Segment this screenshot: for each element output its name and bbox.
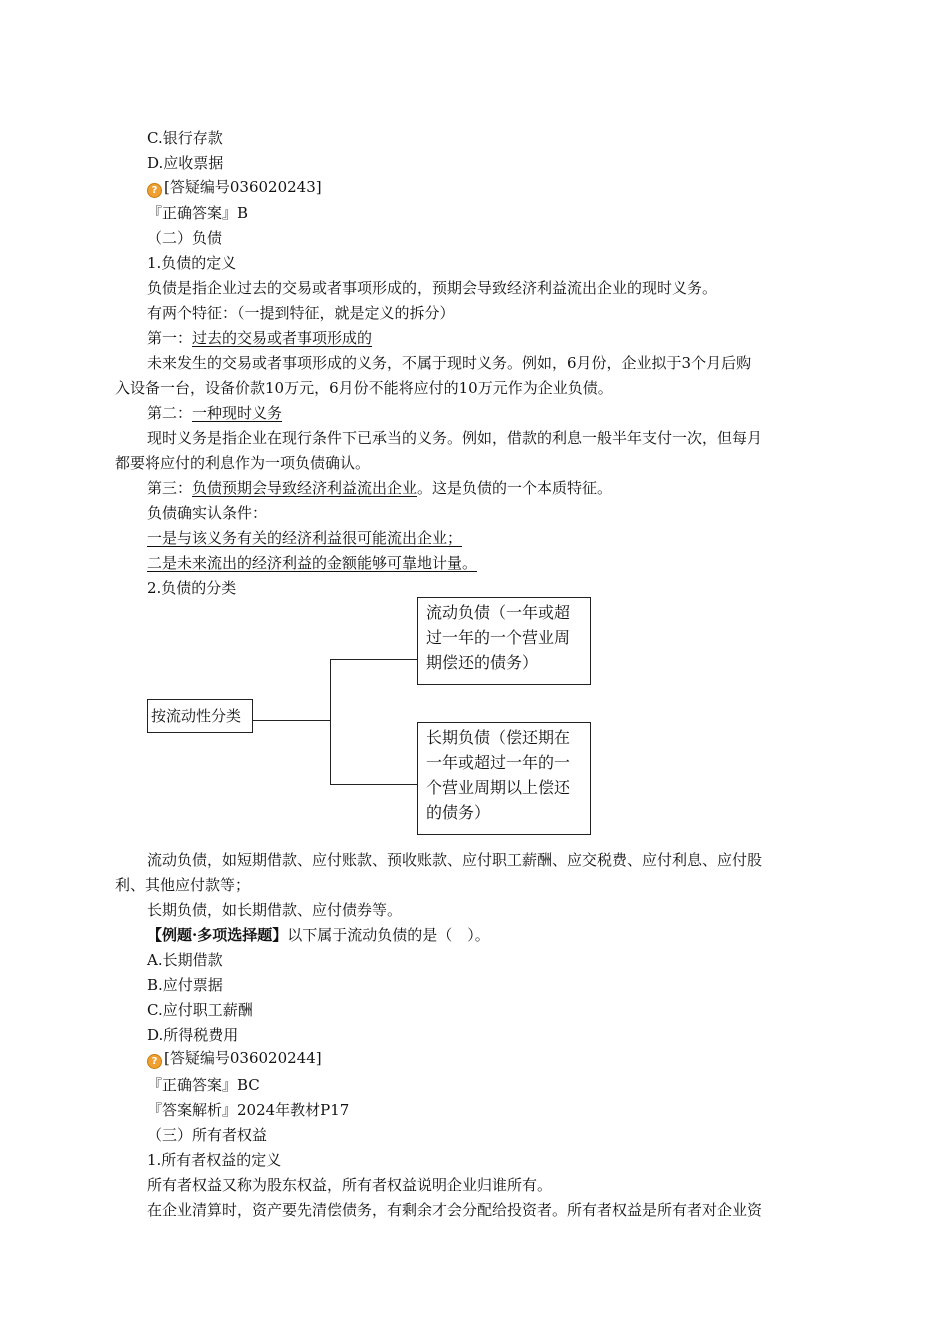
feature-label: 第二： — [147, 404, 193, 422]
connector-line — [253, 720, 331, 721]
connector-line — [330, 784, 418, 785]
question-type: 【例题·多项选择题】 — [147, 926, 288, 944]
diagram-root-box: 按流动性分类 — [147, 699, 253, 733]
feature-label: 第三： — [147, 479, 193, 497]
diagram-current-box: 流动负债（一年或超过一年的一个营业周期偿还的债务） — [417, 597, 591, 685]
feature-text: 过去的交易或者事项形成的 — [192, 329, 373, 347]
option-c: C.应付职工薪酬 — [147, 1001, 253, 1019]
recognition-condition-1: 一是与该义务有关的经济利益很可能流出企业； — [147, 529, 463, 547]
answer-analysis: 『答案解析』2024年教材P17 — [147, 1101, 350, 1119]
qa-id[interactable]: [答疑编号036020243] — [164, 178, 322, 196]
subheading: 1.所有者权益的定义 — [147, 1151, 282, 1169]
connector-line — [330, 659, 418, 660]
section-heading: （三）所有者权益 — [147, 1126, 268, 1144]
question-icon[interactable]: ? — [147, 1054, 162, 1069]
question-stem — [147, 925, 490, 945]
qa-id[interactable]: [答疑编号036020244] — [164, 1049, 322, 1067]
feature-3 — [147, 478, 612, 498]
subheading: 2.负债的分类 — [147, 579, 237, 597]
features-intro: 有两个特征：（一提到特征，就是定义的拆分） — [147, 304, 455, 322]
definition-text: 负债是指企业过去的交易或者事项形成的，预期会导致经济利益流出企业的现时义务。 — [147, 279, 718, 297]
paragraph-line: 流动负债，如短期借款、应付账款、预收账款、应付职工薪酬、应交税费、应付利息、应付股 — [147, 851, 763, 869]
option-b: B.应付票据 — [147, 976, 223, 994]
option-c: C.银行存款 — [147, 129, 223, 147]
option-d: D.所得税费用 — [147, 1026, 239, 1044]
feature-tail: 。这是负债的一个本质特征。 — [417, 479, 613, 497]
feature-text: 负债预期会导致经济利益流出企业 — [192, 479, 418, 497]
paragraph-line: 现时义务是指企业在现行条件下已承当的义务。例如，借款的利息一般半年支付一次，但每月 — [147, 429, 763, 447]
diagram-longterm-box: 长期负债（偿还期在一年或超过一年的一个营业周期以上偿还的债务） — [417, 722, 591, 835]
paragraph-line: 利、其他应付款等； — [115, 876, 251, 894]
correct-answer: 『正确答案』BC — [147, 1076, 260, 1094]
section-heading: （二）负债 — [147, 229, 223, 247]
paragraph-line: 未来发生的交易或者事项形成的义务，不属于现时义务。例如，6月份，企业拟于3个月后购 — [147, 354, 752, 372]
recognition-condition-2: 二是未来流出的经济利益的金额能够可靠地计量。 — [147, 554, 478, 572]
paragraph-line: 入设备一台，设备价款10万元，6月份不能将应付的10万元作为企业负债。 — [115, 379, 613, 397]
option-d: D.应收票据 — [147, 154, 224, 172]
connector-line — [330, 659, 331, 785]
definition-text: 所有者权益又称为股东权益，所有者权益说明企业归谁所有。 — [147, 1176, 553, 1194]
correct-answer: 『正确答案』B — [147, 204, 249, 222]
paragraph-line: 都要将应付的利息作为一项负债确认。 — [115, 454, 371, 472]
subheading: 1.负债的定义 — [147, 254, 237, 272]
question-icon[interactable]: ? — [147, 183, 162, 198]
qa-id-row[interactable] — [147, 177, 322, 198]
qa-id-row[interactable] — [147, 1048, 322, 1069]
feature-1 — [147, 328, 372, 348]
feature-label: 第一： — [147, 329, 193, 347]
feature-2 — [147, 403, 282, 423]
recognition-title: 负债确实认条件： — [147, 504, 268, 522]
option-a: A.长期借款 — [147, 951, 223, 969]
paragraph-line: 在企业清算时，资产要先清偿债务，有剩余才会分配给投资者。所有者权益是所有者对企业资 — [147, 1201, 763, 1219]
feature-text: 一种现时义务 — [192, 404, 283, 422]
paragraph-line: 长期负债，如长期借款、应付债券等。 — [147, 901, 403, 919]
question-text: 以下属于流动负债的是（ ）。 — [287, 926, 490, 944]
